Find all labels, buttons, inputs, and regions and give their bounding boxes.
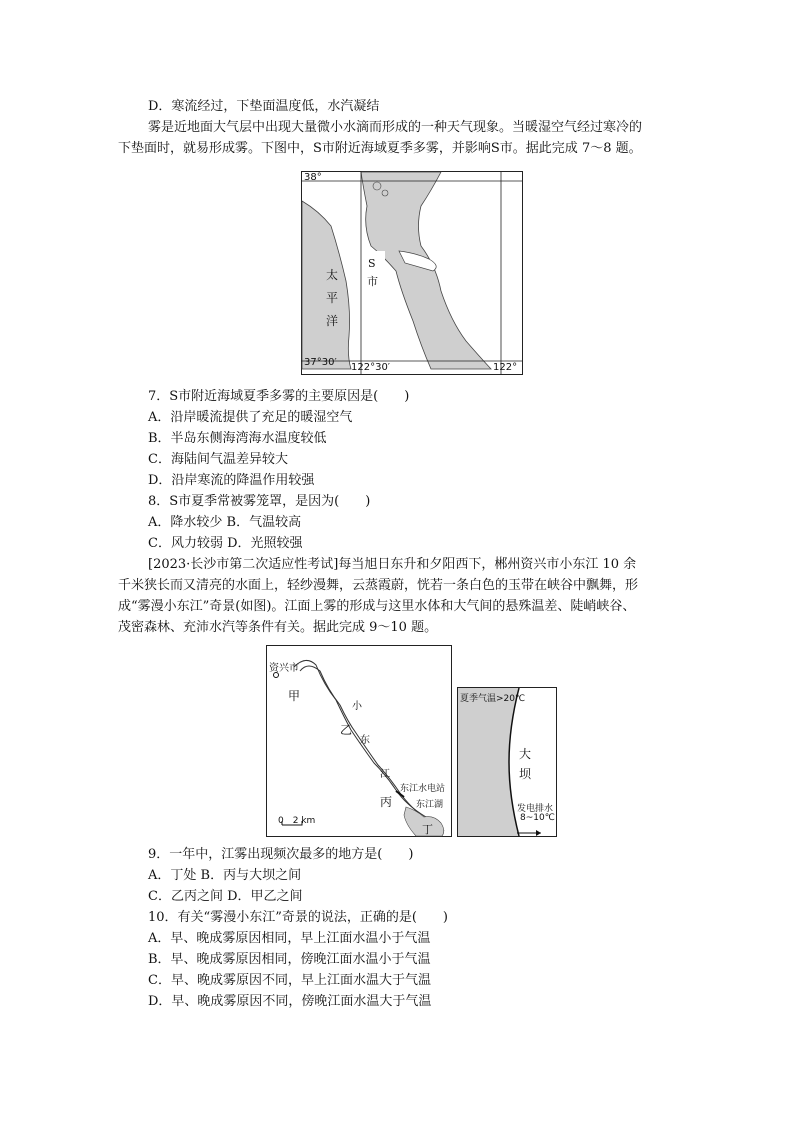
intro1-line2: 下垫面时，就易形成雾。下图中，S市附近海域夏季多雾，并影响S市。据此完成 7～8 题。	[118, 141, 642, 156]
intro1-line1: 雾是近地面大气层中出现大量微小水滴而形成的一种天气现象。当暖湿空气经过寒冷的	[148, 120, 643, 135]
q10-option-a: A．早、晚成雾原因相同，早上江面水温小于气温	[148, 931, 431, 946]
island	[373, 182, 381, 190]
q8-options-cd: C．风力较弱 D．光照较强	[148, 536, 303, 551]
label-yi: 乙	[340, 723, 353, 737]
q7-option-d: D．沿岸寒流的降温作用较强	[148, 473, 315, 488]
intro2-line3: 成“雾漫小东江”奇景(如图)。江面上雾的形成与这里水体和大气间的悬殊温差、陡峭峡谷、	[118, 599, 636, 614]
label-city-s: S	[368, 257, 376, 270]
label-power-station: 东江水电站	[400, 784, 446, 794]
label-dam-da: 大	[519, 747, 532, 761]
island	[382, 190, 388, 196]
q7-option-c: C．海陆间气温差异较大	[148, 452, 288, 467]
map-dam-schematic	[457, 687, 557, 837]
label-ocean-3: 洋	[326, 314, 339, 328]
q9-stem: 9．一年中，江雾出现频次最多的地方是( )	[148, 847, 414, 862]
label-bing: 丙	[380, 795, 393, 809]
q10-option-b: B．早、晚成雾原因相同，傍晚江面水温小于气温	[148, 952, 431, 967]
label-dam-ba: 坝	[519, 767, 532, 781]
label-jia: 甲	[288, 689, 301, 703]
q7-stem: 7．S市附近海域夏季多雾的主要原因是( )	[148, 389, 410, 404]
label-discharge-temp: 8~10℃	[520, 813, 555, 823]
label-lon-122: 122°	[493, 362, 518, 373]
label-river-xiao: 小	[352, 701, 362, 712]
label-lon-122-30: 122°30′	[351, 362, 391, 373]
q8-options-ab: A．降水较少 B．气温较高	[148, 515, 302, 530]
label-city-shi: 市	[367, 275, 378, 288]
q7-option-b: B．半岛东侧海湾海水温度较低	[148, 431, 327, 446]
label-scale: 0 2 km	[278, 816, 316, 826]
intro2-line4: 茂密森林、充沛水汽等条件有关。据此完成 9～10 题。	[118, 620, 438, 635]
q10-option-c: C．早、晚成雾原因不同，早上江面水温大于气温	[148, 973, 431, 988]
q7-option-a: A．沿岸暖流提供了充足的暖湿空气	[148, 410, 353, 425]
label-river-jiang: 江	[380, 769, 390, 780]
label-lat-37-30: 37°30′	[304, 357, 337, 368]
q9-options-cd: C．乙丙之间 D．甲乙之间	[148, 889, 303, 904]
label-summer-temp: 夏季气温>20℃	[460, 694, 526, 704]
label-ocean-2: 平	[326, 291, 339, 305]
label-dongjiang-lake: 东江湖	[416, 800, 444, 810]
map-s-city	[301, 171, 523, 375]
label-ocean-1: 太	[326, 268, 339, 282]
label-river-dong: 东	[360, 735, 370, 746]
label-lat-38: 38°	[304, 172, 322, 183]
q10-option-d: D．早、晚成雾原因不同，傍晚江面水温大于气温	[148, 994, 432, 1009]
intro2-line1: [2023·长沙市第二次适应性考试]每当旭日东升和夕阳西下，郴州资兴市小东江 10 余	[148, 557, 637, 572]
q6-option-d: D．寒流经过，下垫面温度低，水汽凝结	[148, 99, 380, 114]
q9-options-ab: A．丁处 B．丙与大坝之间	[148, 868, 302, 883]
q10-stem: 10．有关“雾漫小东江”奇景的说法，正确的是( )	[148, 910, 448, 925]
intro2-line2: 千米狭长而又清亮的水面上，轻纱漫舞，云蒸霞蔚，恍若一条白色的玉带在峡谷中飘舞，形	[118, 578, 639, 593]
label-ding: 丁	[422, 823, 433, 836]
label-zixing-city: 资兴市	[269, 663, 299, 674]
label-discharge: 发电排水	[517, 804, 554, 814]
q8-stem: 8．S市夏季常被雾笼罩，是因为( )	[148, 494, 371, 509]
map-xiaodongjiang	[266, 645, 452, 837]
